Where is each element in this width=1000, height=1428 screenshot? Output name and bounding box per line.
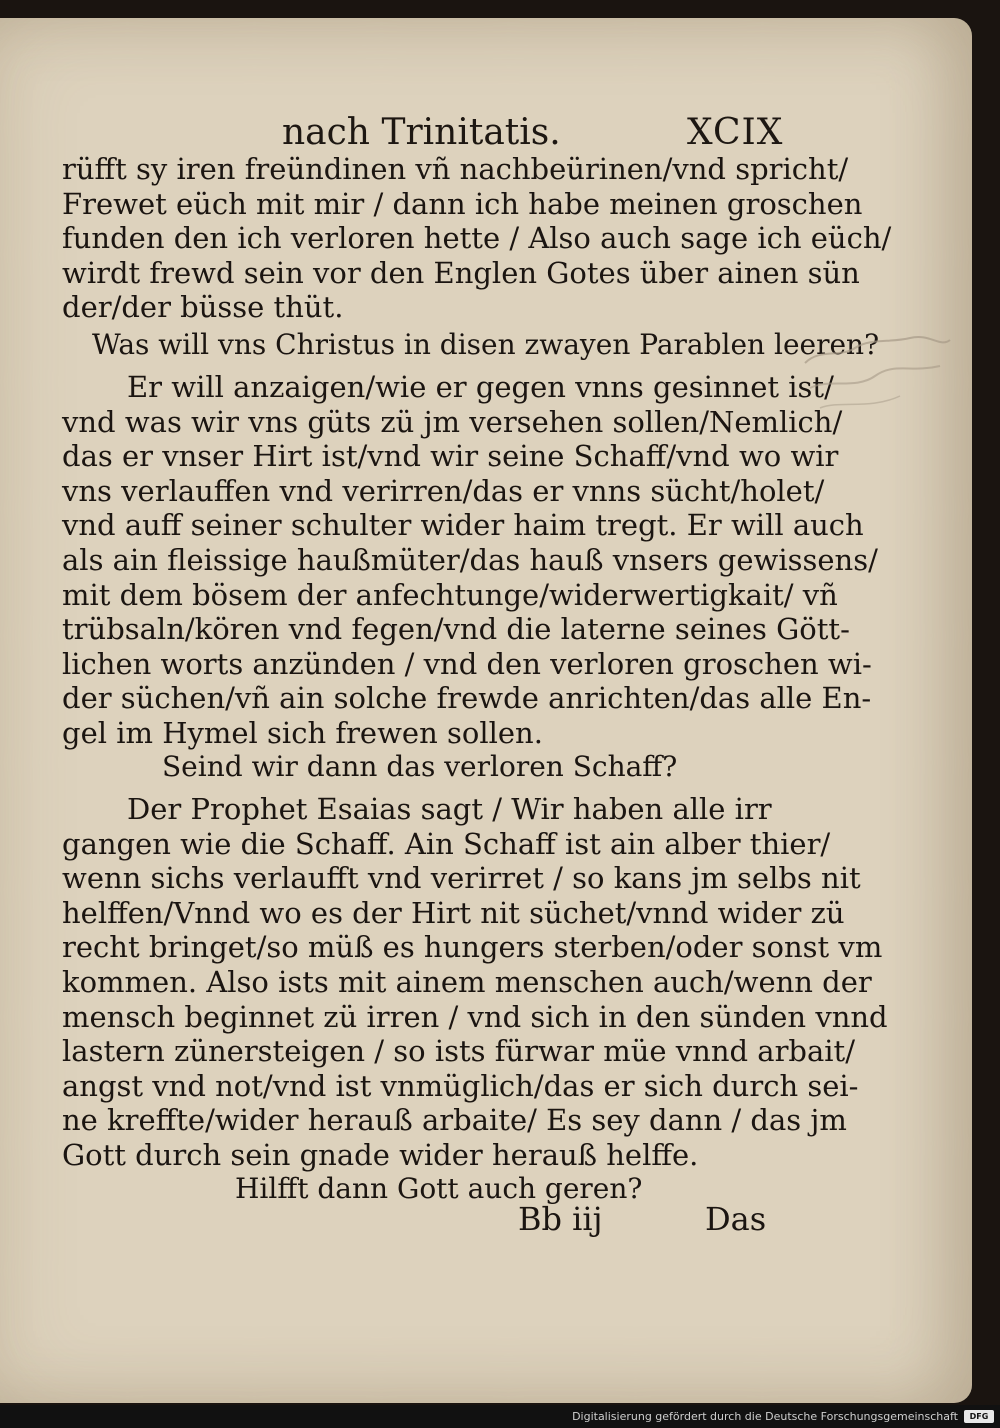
folio-number: XCIX	[687, 112, 784, 153]
text-line: angst vnd not/vnd ist vnmüglich/das er sich durch sei-	[62, 1068, 859, 1103]
text-block-2	[62, 370, 878, 751]
question-heading: Hilfft dann Gott auch geren?	[235, 1172, 643, 1205]
text-line: funden den ich verloren hette / Also auch sage ich eüch/	[62, 221, 892, 256]
text-line: vns verlauffen vnd verirren/das er vnns sücht/holet/	[62, 473, 825, 508]
text-block-1	[62, 152, 892, 325]
text-line: als ain fleissige haußmüter/das hauß vnsers gewissens/	[62, 542, 878, 577]
text-line: gangen wie die Schaff. Ain Schaff ist ain alber thier/	[62, 826, 831, 861]
question-heading: Seind wir dann das verloren Schaff?	[162, 750, 678, 783]
text-line: rüfft sy iren freündinen vñ nachbeürinen/vnd spricht/	[62, 152, 849, 186]
text-line: vnd was wir vns güts zü jm versehen sollen/Nemlich/	[62, 404, 843, 439]
text-line: trübsaln/kören vnd fegen/vnd die laterne seines Gött-	[62, 612, 850, 647]
dfg-logo-icon: DFG	[964, 1410, 994, 1423]
text-line: Er will anzaigen/wie er gegen vnns gesinnet ist/	[127, 370, 834, 404]
text-line: lichen worts anzünden / vnd den verloren groschen wi-	[62, 646, 872, 681]
text-line: Frewet eüch mit mir / dann ich habe meinen groschen	[62, 186, 863, 221]
text-line: mit dem bösem der anfechtunge/widerwertigkait/ vñ	[62, 577, 838, 612]
digitization-footer	[0, 1405, 1000, 1428]
text-line: Gott durch sein gnade wider herauß helffe.	[62, 1137, 699, 1172]
text-line: der süchen/vñ ain solche frewde anrichten/das alle En-	[62, 681, 872, 716]
text-line: wirdt frewd sein vor den Englen Gotes über ainen sün	[62, 255, 860, 290]
text-line: kommen. Also ists mit ainem menschen auch/wenn der	[62, 964, 872, 999]
text-line: ne kreffte/wider herauß arbaite/ Es sey dann / das jm	[62, 1103, 847, 1138]
text-line: wenn sichs verlaufft vnd verirret / so kans jm selbs nit	[62, 861, 861, 896]
text-line: der/der büsse thüt.	[62, 290, 344, 325]
handwritten-margin-note	[800, 318, 960, 418]
text-line: helffen/Vnnd wo es der Hirt nit süchet/vnnd wider zü	[62, 895, 845, 930]
question-heading: Was will vns Christus in disen zwayen Parablen leeren?	[92, 328, 880, 361]
signature-mark: Bb iij	[518, 1200, 603, 1238]
text-line: gel im Hymel sich frewen sollen.	[62, 715, 543, 750]
footer-text: Digitalisierung gefördert durch die Deutsche Forschungsgemeinschaft	[572, 1410, 958, 1423]
text-line: recht bringet/so müß es hungers sterben/oder sonst vm	[62, 930, 883, 965]
text-line: das er vnser Hirt ist/vnd wir seine Schaff/vnd wo wir	[62, 439, 839, 474]
running-head: nach Trinitatis.	[282, 112, 561, 153]
text-line: Der Prophet Esaias sagt / Wir haben alle irr	[127, 792, 772, 826]
text-line: lastern zünersteigen / so ists fürwar müe vnnd arbait/	[62, 1034, 855, 1069]
text-line: vnd auff seiner schulter wider haim tregt. Er will auch	[62, 508, 864, 543]
text-block-3	[62, 792, 888, 1173]
catchword: Das	[705, 1200, 767, 1238]
text-line: mensch beginnet zü irren / vnd sich in den sünden vnnd	[62, 999, 888, 1034]
